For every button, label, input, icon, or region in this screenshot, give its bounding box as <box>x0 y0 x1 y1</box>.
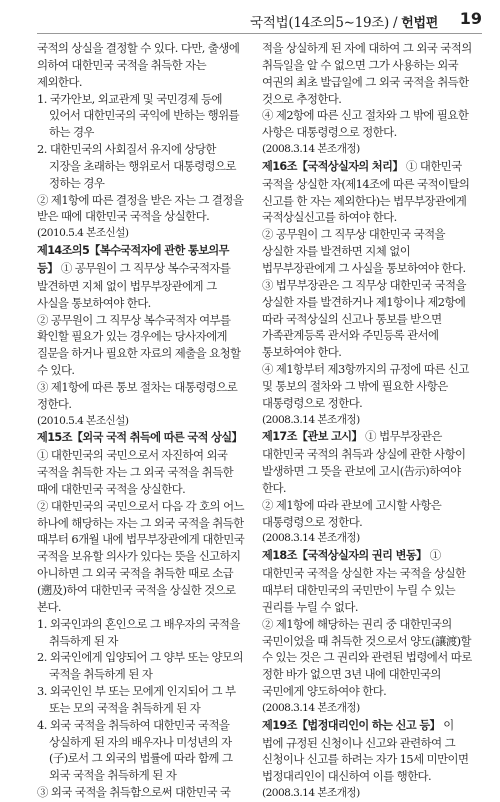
paragraph: ② 제1항에 해당하는 권리 중 대한민국의 국민이었을 때 취득한 것으로서 양도(讓渡)할 수 있는 것은 그 권리와 관련된 법령에서 따로 정한 바가 없으면 3년 내에 대한민국의 국민에게 양도하여야 한다. <box>262 616 472 699</box>
paragraph: ④ 제1항부터 제3항까지의 규정에 따른 신고 및 통보의 절차와 그 밖에 필요한 사항은 대통령령으로 정한다. <box>262 362 469 410</box>
paragraph: ② 대한민국의 국민으로서 다음 각 호의 어느 하나에 해당하는 자는 그 외국 국적을 취득한 때부터 6개월 내에 법무부장관에게 대한민국 국적을 보유할 의사가 있다는 뜻을 신고하지 아니하면 그 외국 국적을 취득한 때로 소급(遡及)하여 대한민국 국적을 상실한 것으로 본다. <box>37 498 245 614</box>
right-column <box>262 40 472 802</box>
amendment-note: (2008.3.14 본조개정) <box>262 532 360 545</box>
left-column <box>37 40 247 801</box>
article-heading: 제16조【국적상실자의 처리】 <box>262 159 403 173</box>
list-item: 3. 외국인인 부 또는 모에게 인지되어 그 부 또는 모의 국적을 취득하게 된 자 <box>37 684 236 715</box>
header-divider <box>37 33 482 34</box>
list-item: 2. 외국인에게 입양되어 그 양부 또는 양모의 국적을 취득하게 된 자 <box>37 650 243 682</box>
paragraph: ④ 제2항에 따른 신고 절차와 그 밖에 필요한 사항은 대통령령으로 정한다. <box>262 108 469 140</box>
paragraph: ② 공무원이 그 직무상 복수국적자 여부를 확인할 필요가 있는 경우에는 당사자에게 질문을 하거나 필요한 자료의 제출을 요청할 수 있다. <box>37 312 241 378</box>
list-item: 2. 대한민국의 사회질서 유지에 상당한 지장을 초래하는 행위로서 대통령령으로 정하는 경우 <box>37 142 236 190</box>
amendment-note: (2008.3.14 본조개정) <box>262 143 360 156</box>
list-item: 1. 국가안보, 외교관계 및 국민경제 등에 있어서 대한민국의 국익에 반하는 행위를 하는 경우 <box>37 91 239 140</box>
article-paragraph <box>262 717 472 785</box>
article-text: ① 대한민국 국적을 상실한 자는 국적을 상실한 때부터 대한민국의 국민만이 누릴 수 있는 권리를 누릴 수 없다. <box>262 548 466 614</box>
paragraph: 국적의 상실을 결정할 수 있다. 다만, 출생에 의하여 대한민국 국적을 취득한 자는 제외한다. <box>37 41 240 89</box>
article-paragraph <box>262 547 472 615</box>
amendment-note: (2010.5.4 본조신설) <box>37 227 129 240</box>
amendment-note: (2010.5.4 본조신설) <box>37 414 129 427</box>
amendment-note: (2008.3.14 본조개정) <box>262 701 360 714</box>
paragraph: ③ 법무부장관은 그 직무상 대한민국 국적을 상실한 자를 발견하거나 제1항이나 제2항에 따라 국적상실의 신고나 통보를 받으면 가족관계등록 관서와 주민등록 관서에 통보하여야 한다. <box>262 277 466 360</box>
article-heading: 제14조의5【복수국적자에 관한 통보의무 등】 <box>37 244 229 275</box>
article-paragraph <box>262 158 472 226</box>
article-paragraph <box>262 428 472 496</box>
article-paragraph <box>37 242 247 311</box>
article-text: ① 법무부장관은 대한민국 국적의 취득과 상실에 관한 사항이 발생하면 그 뜻을 관보에 고시(告示)하여야 한다. <box>262 429 466 495</box>
amendment-note: (2008.3.14 본조개정) <box>262 787 360 800</box>
paragraph: ② 제1항에 따른 결정을 받은 자는 그 결정을 받은 때에 대한민국 국적을 상실한다. <box>37 192 244 224</box>
amendment-note: (2008.3.14 본조개정) <box>262 413 360 426</box>
article-text: ① 공무원이 그 직무상 복수국적자를 발견하면 지체 없이 법무부장관에게 그 사실을 통보하여야 한다. <box>37 260 231 310</box>
paragraph: ② 공무원이 그 직무상 대한민국 국적을 상실한 자를 발견하면 지체 없이 법무부장관에게 그 사실을 통보하여야 한다. <box>262 227 466 275</box>
article-heading: 제18조【국적상실자의 권리 변동】 <box>262 549 427 563</box>
list-item: 4. 외국 국적을 취득하여 대한민국 국적을 상실하게 된 자의 배우자나 미성년의 자(子)로서 그 외국의 법률에 따라 함께 그 외국 국적을 취득하게 된 자 <box>37 717 233 783</box>
article-text: ① 대한민국의 국민으로서 자진하여 외국 국적을 취득한 자는 그 외국 국적을 취득한 때에 대한민국 국적을 상실한다. <box>37 448 234 496</box>
paragraph: ② 제1항에 따라 관보에 고시할 사항은 대통령령으로 정한다. <box>262 497 442 529</box>
running-title-prefix: 국적법(14조의5∼19조) / <box>250 15 402 31</box>
article-heading: 제17조【관보 고시】 <box>262 430 363 444</box>
paragraph: ③ 외국 국적을 취득함으로써 대한민국 국 <box>37 785 231 800</box>
list-item: 1. 외국인과의 혼인으로 그 배우자의 국적을 취득하게 된 자 <box>37 616 240 648</box>
article-text: ① 대한민국 국적을 상실한 자(제14조에 따른 국적이탈의 신고를 한 자는 제외한다)는 법무부장관에게 국적상실신고를 하여야 한다. <box>262 158 470 225</box>
running-title <box>250 11 438 31</box>
paragraph: 적을 상실하게 된 자에 대하여 그 외국 국적의 취득일을 알 수 없으면 그가 사용하는 외국 여권의 최초 발급일에 그 외국 국적을 취득한 것으로 추정한다. <box>262 41 472 106</box>
page-number: 19 <box>459 9 482 28</box>
article-paragraph <box>37 429 247 497</box>
article-heading: 제15조【외국 국적 취득에 따른 국적 상실】 <box>37 431 243 445</box>
page-header <box>0 0 500 42</box>
section-name: 헌법편 <box>401 16 438 31</box>
paragraph: ③ 제1항에 따른 통보 절차는 대통령령으로 정한다. <box>37 379 238 411</box>
article-heading: 제19조【법정대리인이 하는 신고 등】 <box>262 718 441 732</box>
article-text: 이 법에 규정된 신청이나 신고와 관련하여 그 신청이나 신고를 하려는 자가 15세 미만이면 법정대리인이 대신하여 이를 행한다. <box>262 717 469 784</box>
